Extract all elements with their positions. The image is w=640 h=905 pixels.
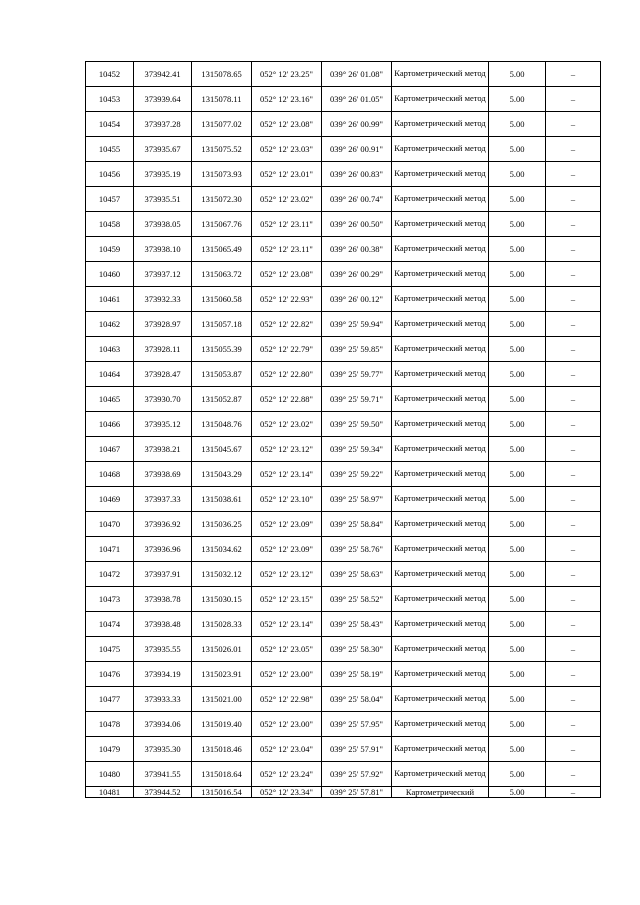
- note-cell: –: [546, 87, 601, 112]
- accuracy-cell: 5.00: [489, 512, 546, 537]
- y-coordinate-cell: 1315048.76: [192, 412, 252, 437]
- y-coordinate-cell: 1315055.39: [192, 337, 252, 362]
- coordinates-table-body: [86, 62, 601, 798]
- y-coordinate-cell: 1315018.64: [192, 762, 252, 787]
- note-cell: –: [546, 662, 601, 687]
- point-number-cell: 10454: [86, 112, 134, 137]
- longitude-cell: 039° 26' 00.91": [322, 137, 392, 162]
- y-coordinate-cell: 1315045.67: [192, 437, 252, 462]
- x-coordinate-cell: 373930.70: [134, 387, 192, 412]
- y-coordinate-cell: 1315018.46: [192, 737, 252, 762]
- y-coordinate-cell: 1315067.76: [192, 212, 252, 237]
- latitude-cell: 052° 12' 23.01": [252, 162, 322, 187]
- accuracy-cell: 5.00: [489, 187, 546, 212]
- point-number-cell: 10476: [86, 662, 134, 687]
- table-row: [86, 262, 601, 287]
- point-number-cell: 10455: [86, 137, 134, 162]
- accuracy-cell: 5.00: [489, 712, 546, 737]
- x-coordinate-cell: 373928.47: [134, 362, 192, 387]
- latitude-cell: 052° 12' 23.24": [252, 762, 322, 787]
- accuracy-cell: 5.00: [489, 462, 546, 487]
- note-cell: –: [546, 287, 601, 312]
- method-cell: Картометрический метод: [392, 512, 489, 537]
- table-row: [86, 687, 601, 712]
- longitude-cell: 039° 26' 01.08": [322, 62, 392, 87]
- y-coordinate-cell: 1315077.02: [192, 112, 252, 137]
- accuracy-cell: 5.00: [489, 287, 546, 312]
- point-number-cell: 10462: [86, 312, 134, 337]
- latitude-cell: 052° 12' 23.11": [252, 237, 322, 262]
- method-cell: Картометрический метод: [392, 687, 489, 712]
- note-cell: –: [546, 162, 601, 187]
- point-number-cell: 10459: [86, 237, 134, 262]
- longitude-cell: 039° 25' 58.43": [322, 612, 392, 637]
- note-cell: –: [546, 737, 601, 762]
- note-cell: –: [546, 787, 601, 798]
- x-coordinate-cell: 373937.12: [134, 262, 192, 287]
- table-row: [86, 362, 601, 387]
- latitude-cell: 052° 12' 23.11": [252, 212, 322, 237]
- point-number-cell: 10467: [86, 437, 134, 462]
- note-cell: –: [546, 612, 601, 637]
- table-row: [86, 237, 601, 262]
- latitude-cell: 052° 12' 23.14": [252, 462, 322, 487]
- method-cell: Картометрический метод: [392, 287, 489, 312]
- x-coordinate-cell: 373942.41: [134, 62, 192, 87]
- latitude-cell: 052° 12' 23.34": [252, 787, 322, 798]
- point-number-cell: 10469: [86, 487, 134, 512]
- table-row: [86, 787, 601, 798]
- y-coordinate-cell: 1315053.87: [192, 362, 252, 387]
- latitude-cell: 052° 12' 23.12": [252, 437, 322, 462]
- method-cell: Картометрический метод: [392, 162, 489, 187]
- table-row: [86, 137, 601, 162]
- y-coordinate-cell: 1315030.15: [192, 587, 252, 612]
- latitude-cell: 052° 12' 23.03": [252, 137, 322, 162]
- accuracy-cell: 5.00: [489, 737, 546, 762]
- y-coordinate-cell: 1315026.01: [192, 637, 252, 662]
- accuracy-cell: 5.00: [489, 137, 546, 162]
- latitude-cell: 052° 12' 23.05": [252, 637, 322, 662]
- table-row: [86, 212, 601, 237]
- note-cell: –: [546, 237, 601, 262]
- x-coordinate-cell: 373933.33: [134, 687, 192, 712]
- table-row: [86, 412, 601, 437]
- method-cell: Картометрический метод: [392, 237, 489, 262]
- x-coordinate-cell: 373935.67: [134, 137, 192, 162]
- longitude-cell: 039° 25' 58.04": [322, 687, 392, 712]
- y-coordinate-cell: 1315078.65: [192, 62, 252, 87]
- accuracy-cell: 5.00: [489, 612, 546, 637]
- point-number-cell: 10470: [86, 512, 134, 537]
- point-number-cell: 10464: [86, 362, 134, 387]
- note-cell: –: [546, 387, 601, 412]
- x-coordinate-cell: 373938.21: [134, 437, 192, 462]
- accuracy-cell: 5.00: [489, 237, 546, 262]
- y-coordinate-cell: 1315032.12: [192, 562, 252, 587]
- longitude-cell: 039° 25' 59.94": [322, 312, 392, 337]
- y-coordinate-cell: 1315063.72: [192, 262, 252, 287]
- note-cell: –: [546, 687, 601, 712]
- longitude-cell: 039° 25' 59.22": [322, 462, 392, 487]
- longitude-cell: 039° 25' 57.95": [322, 712, 392, 737]
- y-coordinate-cell: 1315038.61: [192, 487, 252, 512]
- y-coordinate-cell: 1315019.40: [192, 712, 252, 737]
- table-row: [86, 187, 601, 212]
- note-cell: –: [546, 312, 601, 337]
- note-cell: –: [546, 212, 601, 237]
- latitude-cell: 052° 12' 22.93": [252, 287, 322, 312]
- point-number-cell: 10453: [86, 87, 134, 112]
- y-coordinate-cell: 1315078.11: [192, 87, 252, 112]
- x-coordinate-cell: 373928.11: [134, 337, 192, 362]
- latitude-cell: 052° 12' 23.00": [252, 712, 322, 737]
- method-cell: Картометрический метод: [392, 312, 489, 337]
- point-number-cell: 10463: [86, 337, 134, 362]
- accuracy-cell: 5.00: [489, 537, 546, 562]
- note-cell: –: [546, 187, 601, 212]
- x-coordinate-cell: 373935.55: [134, 637, 192, 662]
- point-number-cell: 10477: [86, 687, 134, 712]
- latitude-cell: 052° 12' 23.09": [252, 537, 322, 562]
- point-number-cell: 10479: [86, 737, 134, 762]
- accuracy-cell: 5.00: [489, 412, 546, 437]
- accuracy-cell: 5.00: [489, 437, 546, 462]
- method-cell: Картометрический метод: [392, 212, 489, 237]
- point-number-cell: 10460: [86, 262, 134, 287]
- note-cell: –: [546, 412, 601, 437]
- accuracy-cell: 5.00: [489, 562, 546, 587]
- accuracy-cell: 5.00: [489, 762, 546, 787]
- longitude-cell: 039° 26' 00.99": [322, 112, 392, 137]
- latitude-cell: 052° 12' 23.25": [252, 62, 322, 87]
- x-coordinate-cell: 373932.33: [134, 287, 192, 312]
- latitude-cell: 052° 12' 22.98": [252, 687, 322, 712]
- table-row: [86, 487, 601, 512]
- longitude-cell: 039° 26' 00.74": [322, 187, 392, 212]
- table-row: [86, 162, 601, 187]
- method-cell: Картометрический метод: [392, 562, 489, 587]
- method-cell: Картометрический метод: [392, 662, 489, 687]
- longitude-cell: 039° 25' 59.34": [322, 437, 392, 462]
- x-coordinate-cell: 373936.96: [134, 537, 192, 562]
- note-cell: –: [546, 487, 601, 512]
- y-coordinate-cell: 1315023.91: [192, 662, 252, 687]
- x-coordinate-cell: 373935.51: [134, 187, 192, 212]
- x-coordinate-cell: 373934.06: [134, 712, 192, 737]
- longitude-cell: 039° 26' 00.83": [322, 162, 392, 187]
- x-coordinate-cell: 373934.19: [134, 662, 192, 687]
- table-row: [86, 737, 601, 762]
- note-cell: –: [546, 62, 601, 87]
- point-number-cell: 10468: [86, 462, 134, 487]
- point-number-cell: 10452: [86, 62, 134, 87]
- method-cell: Картометрический метод: [392, 737, 489, 762]
- method-cell: Картометрический: [392, 787, 489, 798]
- table-row: [86, 87, 601, 112]
- accuracy-cell: 5.00: [489, 637, 546, 662]
- point-number-cell: 10456: [86, 162, 134, 187]
- x-coordinate-cell: 373935.12: [134, 412, 192, 437]
- note-cell: –: [546, 262, 601, 287]
- table-row: [86, 662, 601, 687]
- longitude-cell: 039° 25' 59.77": [322, 362, 392, 387]
- longitude-cell: 039° 25' 57.81": [322, 787, 392, 798]
- table-row: [86, 437, 601, 462]
- accuracy-cell: 5.00: [489, 587, 546, 612]
- longitude-cell: 039° 25' 59.50": [322, 412, 392, 437]
- point-number-cell: 10478: [86, 712, 134, 737]
- longitude-cell: 039° 26' 01.05": [322, 87, 392, 112]
- note-cell: –: [546, 337, 601, 362]
- accuracy-cell: 5.00: [489, 387, 546, 412]
- point-number-cell: 10461: [86, 287, 134, 312]
- longitude-cell: 039° 25' 58.52": [322, 587, 392, 612]
- y-coordinate-cell: 1315016.54: [192, 787, 252, 798]
- method-cell: Картометрический метод: [392, 337, 489, 362]
- y-coordinate-cell: 1315028.33: [192, 612, 252, 637]
- accuracy-cell: 5.00: [489, 687, 546, 712]
- latitude-cell: 052° 12' 23.02": [252, 412, 322, 437]
- accuracy-cell: 5.00: [489, 312, 546, 337]
- point-number-cell: 10457: [86, 187, 134, 212]
- y-coordinate-cell: 1315057.18: [192, 312, 252, 337]
- method-cell: Картометрический метод: [392, 437, 489, 462]
- latitude-cell: 052° 12' 22.80": [252, 362, 322, 387]
- method-cell: Картометрический метод: [392, 387, 489, 412]
- table-row: [86, 637, 601, 662]
- x-coordinate-cell: 373935.19: [134, 162, 192, 187]
- latitude-cell: 052° 12' 22.79": [252, 337, 322, 362]
- note-cell: –: [546, 637, 601, 662]
- method-cell: Картометрический метод: [392, 637, 489, 662]
- note-cell: –: [546, 462, 601, 487]
- y-coordinate-cell: 1315060.58: [192, 287, 252, 312]
- accuracy-cell: 5.00: [489, 487, 546, 512]
- point-number-cell: 10458: [86, 212, 134, 237]
- table-row: [86, 462, 601, 487]
- latitude-cell: 052° 12' 23.10": [252, 487, 322, 512]
- latitude-cell: 052° 12' 23.02": [252, 187, 322, 212]
- y-coordinate-cell: 1315072.30: [192, 187, 252, 212]
- table-row: [86, 312, 601, 337]
- method-cell: Картометрический метод: [392, 137, 489, 162]
- longitude-cell: 039° 25' 57.91": [322, 737, 392, 762]
- y-coordinate-cell: 1315034.62: [192, 537, 252, 562]
- method-cell: Картометрический метод: [392, 112, 489, 137]
- longitude-cell: 039° 26' 00.12": [322, 287, 392, 312]
- longitude-cell: 039° 26' 00.50": [322, 212, 392, 237]
- accuracy-cell: 5.00: [489, 362, 546, 387]
- method-cell: Картометрический метод: [392, 362, 489, 387]
- latitude-cell: 052° 12' 23.12": [252, 562, 322, 587]
- note-cell: –: [546, 112, 601, 137]
- table-row: [86, 537, 601, 562]
- x-coordinate-cell: 373928.97: [134, 312, 192, 337]
- point-number-cell: 10465: [86, 387, 134, 412]
- method-cell: Картометрический метод: [392, 712, 489, 737]
- longitude-cell: 039° 25' 58.97": [322, 487, 392, 512]
- longitude-cell: 039° 25' 58.19": [322, 662, 392, 687]
- note-cell: –: [546, 762, 601, 787]
- note-cell: –: [546, 362, 601, 387]
- accuracy-cell: 5.00: [489, 337, 546, 362]
- latitude-cell: 052° 12' 22.82": [252, 312, 322, 337]
- table-row: [86, 712, 601, 737]
- note-cell: –: [546, 537, 601, 562]
- latitude-cell: 052° 12' 23.15": [252, 587, 322, 612]
- point-number-cell: 10473: [86, 587, 134, 612]
- note-cell: –: [546, 437, 601, 462]
- note-cell: –: [546, 562, 601, 587]
- x-coordinate-cell: 373935.30: [134, 737, 192, 762]
- x-coordinate-cell: 373937.28: [134, 112, 192, 137]
- method-cell: Картометрический метод: [392, 62, 489, 87]
- x-coordinate-cell: 373938.69: [134, 462, 192, 487]
- x-coordinate-cell: 373938.48: [134, 612, 192, 637]
- method-cell: Картометрический метод: [392, 462, 489, 487]
- x-coordinate-cell: 373936.92: [134, 512, 192, 537]
- point-number-cell: 10480: [86, 762, 134, 787]
- note-cell: –: [546, 587, 601, 612]
- x-coordinate-cell: 373937.33: [134, 487, 192, 512]
- y-coordinate-cell: 1315075.52: [192, 137, 252, 162]
- latitude-cell: 052° 12' 23.14": [252, 612, 322, 637]
- x-coordinate-cell: 373939.64: [134, 87, 192, 112]
- y-coordinate-cell: 1315052.87: [192, 387, 252, 412]
- method-cell: Картометрический метод: [392, 187, 489, 212]
- method-cell: Картометрический метод: [392, 487, 489, 512]
- accuracy-cell: 5.00: [489, 87, 546, 112]
- point-number-cell: 10474: [86, 612, 134, 637]
- point-number-cell: 10466: [86, 412, 134, 437]
- x-coordinate-cell: 373938.10: [134, 237, 192, 262]
- table-row: [86, 387, 601, 412]
- method-cell: Картометрический метод: [392, 412, 489, 437]
- longitude-cell: 039° 25' 58.30": [322, 637, 392, 662]
- x-coordinate-cell: 373938.78: [134, 587, 192, 612]
- y-coordinate-cell: 1315065.49: [192, 237, 252, 262]
- point-number-cell: 10471: [86, 537, 134, 562]
- x-coordinate-cell: 373944.52: [134, 787, 192, 798]
- point-number-cell: 10472: [86, 562, 134, 587]
- longitude-cell: 039° 25' 59.85": [322, 337, 392, 362]
- accuracy-cell: 5.00: [489, 212, 546, 237]
- y-coordinate-cell: 1315036.25: [192, 512, 252, 537]
- latitude-cell: 052° 12' 23.16": [252, 87, 322, 112]
- table-row: [86, 612, 601, 637]
- longitude-cell: 039° 26' 00.38": [322, 237, 392, 262]
- point-number-cell: 10481: [86, 787, 134, 798]
- method-cell: Картометрический метод: [392, 87, 489, 112]
- method-cell: Картометрический метод: [392, 587, 489, 612]
- longitude-cell: 039° 26' 00.29": [322, 262, 392, 287]
- note-cell: –: [546, 712, 601, 737]
- accuracy-cell: 5.00: [489, 62, 546, 87]
- accuracy-cell: 5.00: [489, 162, 546, 187]
- table-row: [86, 337, 601, 362]
- accuracy-cell: 5.00: [489, 112, 546, 137]
- x-coordinate-cell: 373941.55: [134, 762, 192, 787]
- table-row: [86, 587, 601, 612]
- accuracy-cell: 5.00: [489, 262, 546, 287]
- longitude-cell: 039° 25' 58.63": [322, 562, 392, 587]
- x-coordinate-cell: 373938.05: [134, 212, 192, 237]
- accuracy-cell: 5.00: [489, 662, 546, 687]
- y-coordinate-cell: 1315043.29: [192, 462, 252, 487]
- table-row: [86, 112, 601, 137]
- note-cell: –: [546, 137, 601, 162]
- method-cell: Картометрический метод: [392, 262, 489, 287]
- y-coordinate-cell: 1315073.93: [192, 162, 252, 187]
- longitude-cell: 039° 25' 58.84": [322, 512, 392, 537]
- note-cell: –: [546, 512, 601, 537]
- latitude-cell: 052° 12' 23.00": [252, 662, 322, 687]
- table-row: [86, 762, 601, 787]
- latitude-cell: 052° 12' 23.04": [252, 737, 322, 762]
- method-cell: Картометрический метод: [392, 612, 489, 637]
- latitude-cell: 052° 12' 22.88": [252, 387, 322, 412]
- table-row: [86, 287, 601, 312]
- table-row: [86, 562, 601, 587]
- table-row: [86, 62, 601, 87]
- latitude-cell: 052° 12' 23.08": [252, 262, 322, 287]
- longitude-cell: 039° 25' 57.92": [322, 762, 392, 787]
- table-row: [86, 512, 601, 537]
- point-number-cell: 10475: [86, 637, 134, 662]
- latitude-cell: 052° 12' 23.09": [252, 512, 322, 537]
- method-cell: Картометрический метод: [392, 762, 489, 787]
- x-coordinate-cell: 373937.91: [134, 562, 192, 587]
- latitude-cell: 052° 12' 23.08": [252, 112, 322, 137]
- longitude-cell: 039° 25' 59.71": [322, 387, 392, 412]
- longitude-cell: 039° 25' 58.76": [322, 537, 392, 562]
- method-cell: Картометрический метод: [392, 537, 489, 562]
- y-coordinate-cell: 1315021.00: [192, 687, 252, 712]
- accuracy-cell: 5.00: [489, 787, 546, 798]
- coordinates-table: [85, 61, 601, 798]
